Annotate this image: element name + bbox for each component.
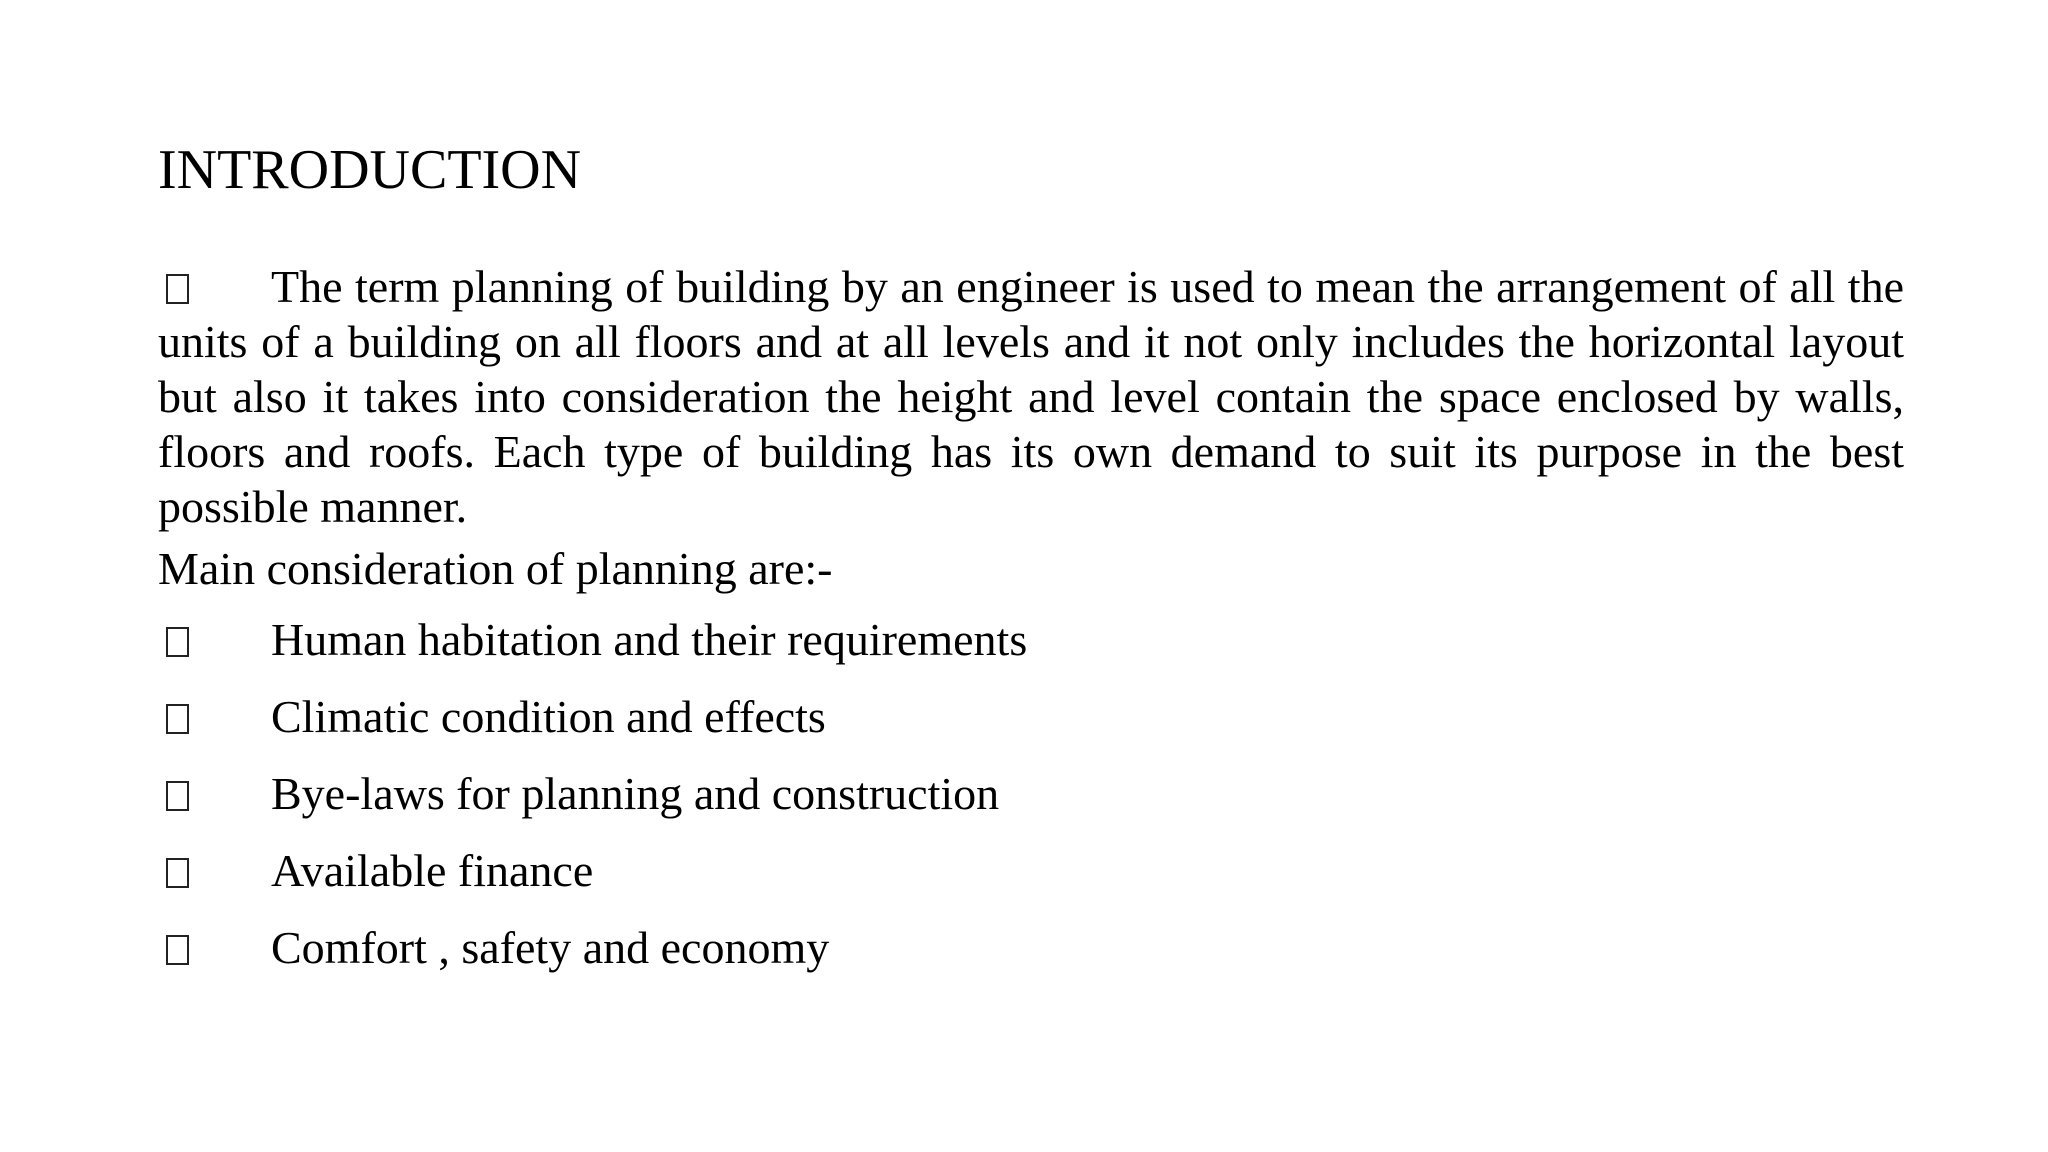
bullet-box-icon [166, 704, 189, 734]
list-item [158, 612, 1027, 689]
main-consideration-heading: Main consideration of planning are:- [158, 543, 833, 594]
bullet-box-icon [166, 627, 189, 657]
list-item-text: Comfort , safety and economy [271, 922, 830, 973]
list-item-text: Bye-laws for planning and construction [271, 768, 1000, 819]
bullet-box-icon [166, 274, 189, 304]
bullet-box-icon [166, 781, 189, 811]
list-item [158, 920, 1027, 997]
intro-paragraph: The term planning of building by an engineer is used to mean the arrangement of all the units of a building on all floors and at all levels and it not only includes the horizontal layout but also it takes into consideration the height and level contain the space enclosed by walls, floors and roofs. Each type of building has its own demand to suit its purpose in the best possible manner. [158, 261, 1904, 532]
list-item-text: Available finance [271, 845, 594, 896]
bullet-box-icon [166, 935, 189, 965]
consideration-list [158, 612, 1027, 997]
slide-title: INTRODUCTION [158, 139, 582, 201]
intro-paragraph-block [158, 259, 1904, 534]
list-item [158, 689, 1027, 766]
list-item [158, 843, 1027, 920]
list-item-text: Climatic condition and effects [271, 691, 826, 742]
bullet-box-icon [166, 858, 189, 888]
list-item [158, 766, 1027, 843]
list-item-text: Human habitation and their requirements [271, 614, 1028, 665]
